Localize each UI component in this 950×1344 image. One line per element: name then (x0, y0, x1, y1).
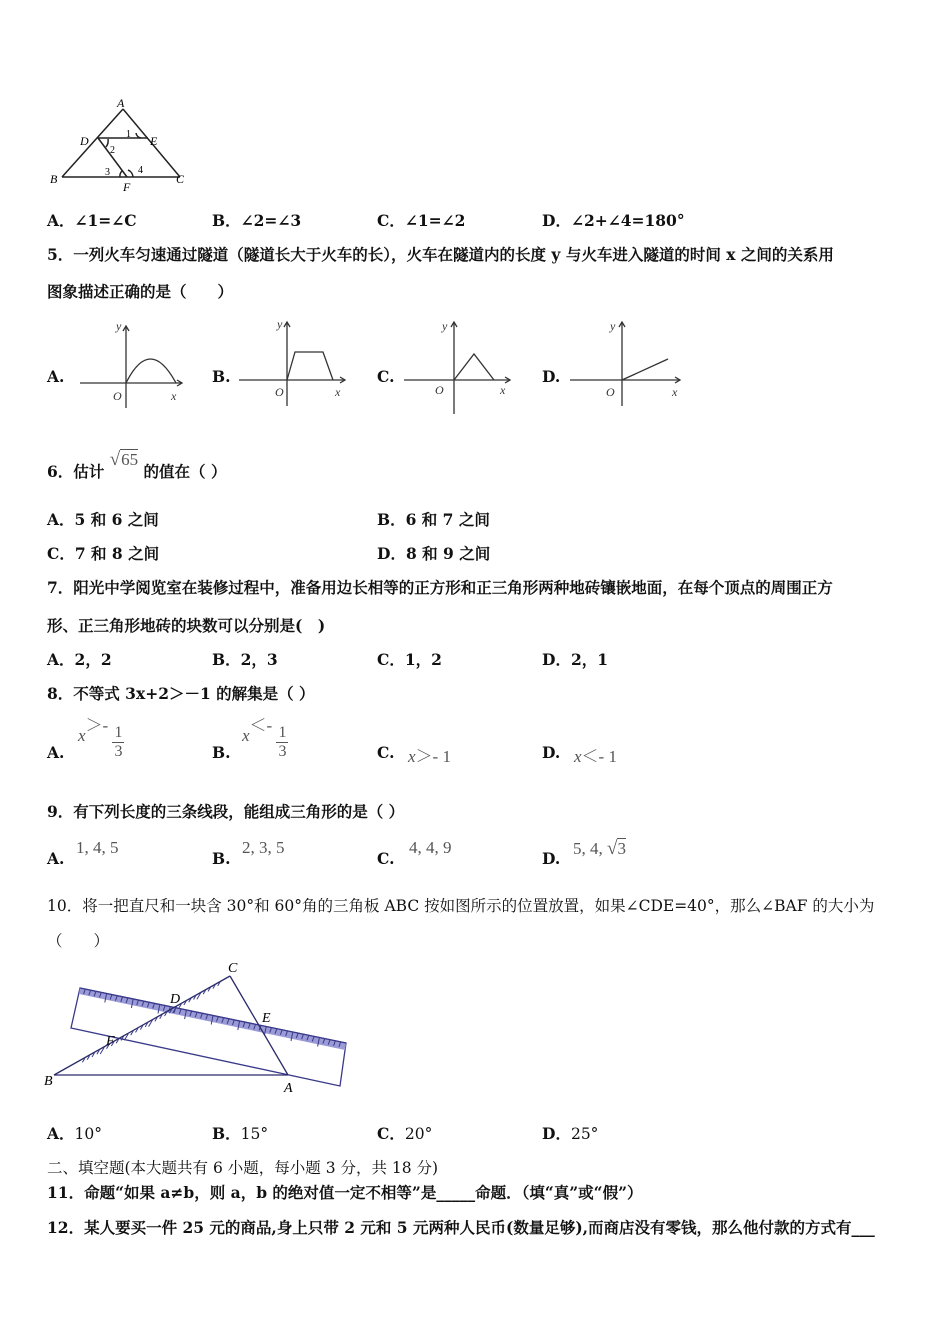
q8-option-c-letter[interactable]: C. (377, 743, 395, 762)
label-F: F (106, 1034, 115, 1049)
q5-stem-line1: 5．一列火车匀速通过隧道（隧道长大于火车的长），火车在隧道内的长度 y 与火车进入隧道的时间 x 之间的关系用 (47, 245, 834, 264)
sqrt-65: √65 (109, 449, 139, 470)
q5-option-b[interactable]: B. (212, 367, 231, 386)
q9-option-d-letter[interactable]: D. (542, 849, 561, 868)
label-A: A (117, 96, 125, 110)
label-C: C (176, 172, 185, 186)
graph-a-y: y (116, 320, 122, 333)
graph-c-x: x (500, 383, 506, 397)
label-2: 2 (110, 145, 115, 156)
label-4: 4 (138, 165, 143, 176)
q10-option-d[interactable]: D．25° (542, 1124, 599, 1143)
q4-option-c[interactable]: C．∠1=∠2 (377, 211, 466, 230)
q9-option-d-value: 5, 4, √3 (573, 838, 626, 859)
q10-stem-line1: 10．将一把直尺和一块含 30°和 60°角的三角板 ABC 按如图所示的位置放置，如果∠CDE=40°，那么∠BAF 的大小为 (47, 897, 875, 915)
q9-option-c-value: 4, 4, 9 (409, 838, 452, 857)
q9-option-c-letter[interactable]: C. (377, 849, 395, 868)
label-A: A (284, 1081, 293, 1096)
label-1: 1 (126, 129, 131, 140)
section-heading: 二、填空题(本大题共有 6 小题，每小题 3 分，共 18 分) (47, 1159, 439, 1177)
q10-option-a[interactable]: A．10° (47, 1124, 103, 1143)
q8-option-a-letter[interactable]: A. (47, 743, 65, 762)
q8-stem: 8．不等式 3x+2＞－1 的解集是（ ） (47, 684, 315, 703)
label-B: B (44, 1074, 53, 1089)
q5-option-d[interactable]: D. (542, 367, 561, 386)
q7-option-c[interactable]: C．1，2 (377, 650, 442, 669)
ruler-triangle-figure (40, 958, 360, 1098)
q11-stem: 11．命题“如果 a≠b，则 a，b 的绝对值一定不相等”是_____命题．（填“真”或“假”） (47, 1183, 643, 1202)
q6-stem: 6．估计 √65 的值在（ ） (47, 449, 227, 481)
graph-b-x: x (335, 385, 341, 399)
q9-option-a-letter[interactable]: A. (47, 849, 65, 868)
graph-b-o: O (275, 385, 284, 399)
label-D: D (80, 134, 89, 148)
q6-option-a[interactable]: A．5 和 6 之间 (47, 510, 159, 529)
q5-option-c[interactable]: C. (377, 367, 395, 386)
q7-stem-line2: 形、正三角形地砖的块数可以分别是( ) (47, 616, 326, 635)
q5-graph-c (402, 316, 514, 416)
graph-c-y: y (442, 319, 448, 333)
q4-option-b[interactable]: B．∠2=∠3 (212, 211, 302, 230)
label-E: E (150, 134, 158, 148)
label-E: E (262, 1011, 271, 1026)
graph-d-y: y (610, 319, 616, 333)
q6-option-b[interactable]: B．6 和 7 之间 (377, 510, 490, 529)
triangle-figure (40, 95, 200, 195)
q8-option-b-letter[interactable]: B. (212, 743, 231, 762)
q7-option-b[interactable]: B．2，3 (212, 650, 278, 669)
q10-stem-line2: （ ） (47, 932, 110, 950)
q5-graph-d (568, 316, 686, 408)
q7-option-a[interactable]: A．2，2 (47, 650, 112, 669)
q7-option-d[interactable]: D．2，1 (542, 650, 609, 669)
q4-option-a[interactable]: A．∠1=∠C (47, 211, 137, 230)
q12-stem: 12．某人要买一件 25 元的商品,身上只带 2 元和 5 元两种人民币(数量足够),而商店没有零钱，那么他付款的方式有___ (47, 1218, 875, 1237)
q5-stem-line2: 图象描述正确的是（ ） (47, 282, 234, 301)
q8-option-b-math: x＜- $\frac{1}{3}$ (242, 716, 287, 760)
q9-option-b-value: 2, 3, 5 (242, 838, 285, 857)
q6-option-c[interactable]: C．7 和 8 之间 (47, 544, 160, 563)
q5-option-a[interactable]: A. (47, 367, 65, 386)
q9-option-a-value: 1, 4, 5 (76, 838, 119, 857)
q8-option-a-math: x＞- $\frac{1}{3}$ (78, 716, 123, 760)
q8-option-d-letter[interactable]: D. (542, 743, 561, 762)
q6-option-d[interactable]: D．8 和 9 之间 (377, 544, 491, 563)
graph-c-o: O (435, 383, 444, 397)
graph-a-o: O (113, 389, 122, 403)
graph-d-o: O (606, 385, 615, 399)
q5-graph-a (78, 320, 188, 410)
label-D: D (170, 992, 181, 1007)
q10-option-c[interactable]: C．20° (377, 1124, 433, 1143)
q4-option-d[interactable]: D．∠2+∠4=180° (542, 211, 685, 230)
graph-d-x: x (672, 385, 678, 399)
q9-option-b-letter[interactable]: B. (212, 849, 231, 868)
q8-option-c-math: x＞- 1 (408, 747, 451, 766)
graph-b-y: y (277, 317, 283, 331)
q9-stem: 9．有下列长度的三条线段，能组成三角形的是（ ） (47, 802, 405, 821)
label-F: F (123, 180, 131, 194)
q8-option-d-math: x＜- 1 (574, 747, 617, 766)
graph-a-x: x (171, 389, 177, 403)
q10-option-b[interactable]: B．15° (212, 1124, 269, 1143)
label-3: 3 (105, 167, 110, 178)
q7-stem-line1: 7．阳光中学阅览室在装修过程中，准备用边长相等的正方形和正三角形两种地砖镶嵌地面，在每个顶点的周围正方 (47, 578, 833, 597)
label-C: C (228, 961, 238, 976)
label-B: B (50, 172, 58, 186)
q5-graph-b (237, 316, 349, 408)
